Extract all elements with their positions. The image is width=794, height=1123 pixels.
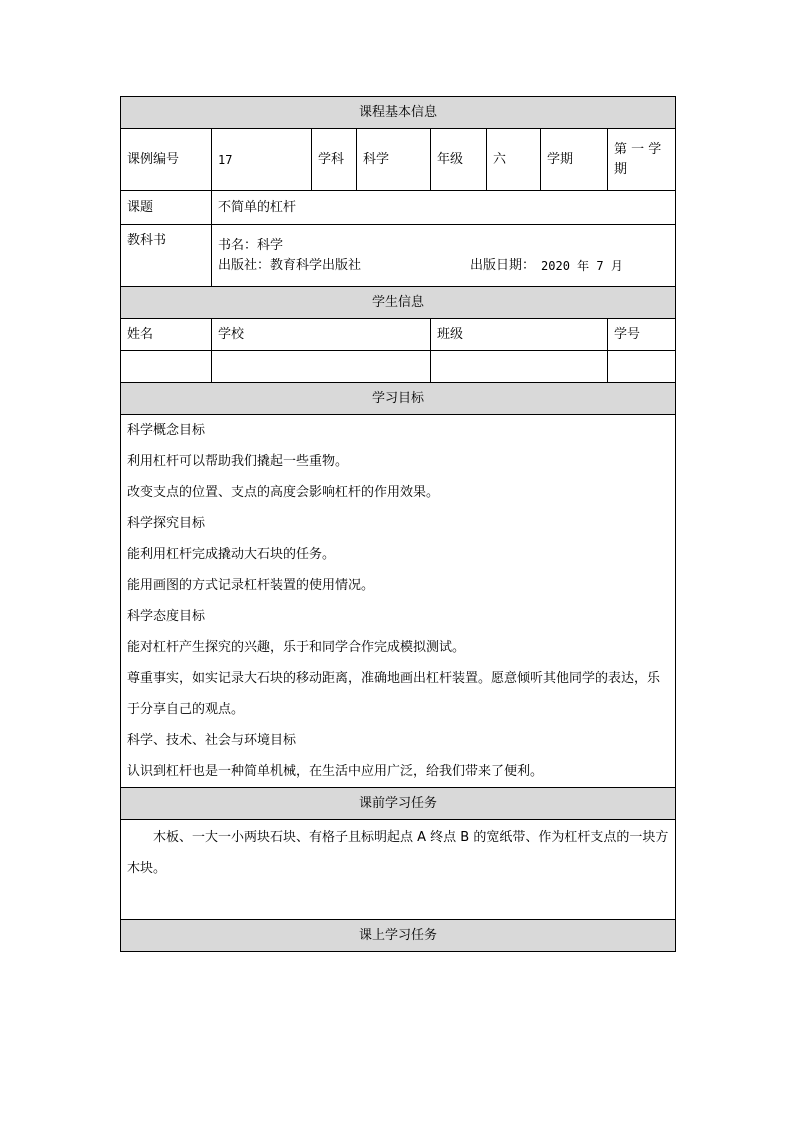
basic-info-row [121,129,676,191]
term-value-line1: 第 一 学 [614,141,662,157]
textbook-row [121,225,676,287]
student-name-label: 姓名 [121,319,212,351]
goal-item: 认识到杠杆也是一种简单机械，在生活中应用广泛，给我们带来了便利。 [127,764,544,779]
topic-label: 课题 [121,191,212,225]
publisher: 出版社：教育科学出版社 [218,257,362,273]
grade-label: 年级 [431,129,487,191]
section-title-goals: 学习目标 [121,383,676,415]
student-input-row [121,351,676,383]
pre-task-text: 木板、一大一小两块石块、有格子且标明起点 A 终点 B 的宽纸带、作为杠杆支点的一块方木块。 [127,830,669,876]
grade-value: 六 [487,129,541,191]
goal-heading-attitude: 科学态度目标 [127,609,206,624]
student-class-field[interactable] [431,351,608,383]
section-title-basic: 课程基本信息 [121,97,676,129]
course-info-table [120,96,676,952]
goals-row [121,415,676,788]
subject-value: 科学 [357,129,431,191]
goal-heading-concept: 科学概念目标 [127,423,206,438]
section-header-class-task [121,920,676,952]
pub-date-label: 出版日期： [470,257,536,273]
subject-label: 学科 [312,129,357,191]
section-title-pre-task: 课前学习任务 [121,788,676,820]
student-header-row [121,319,676,351]
section-header-basic [121,97,676,129]
textbook-value [212,225,676,287]
goal-heading-sts: 科学、技术、社会与环境目标 [127,733,297,748]
topic-value: 不简单的杠杆 [212,191,676,225]
goal-item: 能用画图的方式记录杠杆装置的使用情况。 [127,578,375,593]
pre-task-content [121,820,676,920]
topic-row [121,191,676,225]
goal-item: 能对杠杆产生探究的兴趣，乐于和同学合作完成模拟测试。 [127,640,466,655]
pub-date-value: 2020 年 7 月 [541,258,623,273]
term-value-line2: 期 [614,161,628,177]
case-no-label: 课例编号 [121,129,212,191]
book-name: 书名：科学 [218,237,284,253]
section-title-class-task: 课上学习任务 [121,920,676,952]
section-header-goals [121,383,676,415]
publisher-line [218,256,669,276]
student-school-field[interactable] [212,351,431,383]
student-name-field[interactable] [121,351,212,383]
goal-item: 尊重事实，如实记录大石块的移动距离，准确地画出杠杆装置。愿意倾听其他同学的表达，乐于分享自己的观点。 [127,671,661,717]
section-header-pre-task [121,788,676,820]
goal-item: 能利用杠杆完成撬动大石块的任务。 [127,547,336,562]
goal-heading-inquiry: 科学探究目标 [127,516,206,531]
term-label: 学期 [541,129,608,191]
student-id-field[interactable] [608,351,676,383]
section-title-student: 学生信息 [121,287,676,319]
student-id-label: 学号 [608,319,676,351]
textbook-label: 教科书 [121,225,212,287]
pre-task-row [121,820,676,920]
student-class-label: 班级 [431,319,608,351]
goal-item: 利用杠杆可以帮助我们撬起一些重物。 [127,454,349,469]
section-header-student [121,287,676,319]
case-no-value: 17 [212,129,312,191]
goals-content [121,415,676,788]
student-school-label: 学校 [212,319,431,351]
term-value [608,129,676,191]
goal-item: 改变支点的位置、支点的高度会影响杠杆的作用效果。 [127,485,440,500]
